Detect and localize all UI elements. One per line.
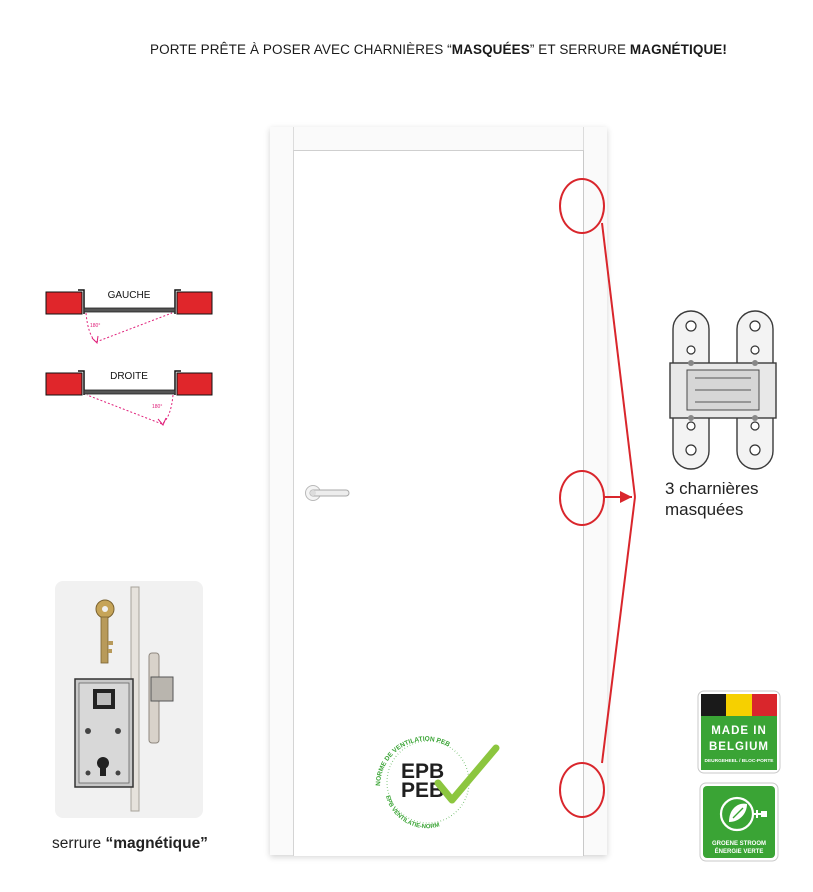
svg-text:EPB VENTILATIE-NORM: EPB VENTILATIE-NORM [384,794,441,831]
made-in-belgium-badge [697,690,781,774]
svg-text:GROENE STROOM: GROENE STROOM [711,841,767,847]
epb-ventilation-badge [368,728,503,833]
key-icon [96,600,114,663]
magnetic-lock-image [55,581,203,818]
flag-yellow [726,694,752,716]
label-gauche: GAUCHE [107,290,151,301]
svg-text:DEURGEHEEL / BLOC-PORTE: DEURGEHEEL / BLOC-PORTE [704,759,774,764]
svg-text:BELGIUM: BELGIUM [708,741,770,753]
checkmark-icon [438,748,496,800]
svg-text:NORME DE VENTILATION PEB: NORME DE VENTILATION PEB [374,735,451,787]
page-title: PORTE PRÊTE À POSER AVEC CHARNIÈRES “MASQUÉES” ET SERRURE MAGNÉTIQUE! [149,42,728,57]
flag-red [752,694,777,716]
diagram-left [46,290,212,343]
green-energy-badge [699,782,779,862]
svg-text:MADE IN: MADE IN [711,725,767,737]
concealed-hinge-image [665,308,780,473]
flag-black [701,694,726,716]
svg-text:180°: 180° [152,404,163,410]
diagram-right [46,371,212,425]
svg-text:EPB: EPB [401,760,445,783]
opening-diagrams [40,280,220,430]
label-droite: DROITE [110,371,148,382]
lock-caption: serrure “magnétique” [52,835,208,852]
svg-text:ÉNERGIE VERTE: ÉNERGIE VERTE [714,849,764,855]
hinge-connector-lines [590,215,650,775]
svg-text:180°: 180° [90,323,101,329]
svg-text:PEB: PEB [401,779,445,802]
door-handle [303,482,353,506]
hinges-label: 3 charnières masquées [665,479,759,519]
